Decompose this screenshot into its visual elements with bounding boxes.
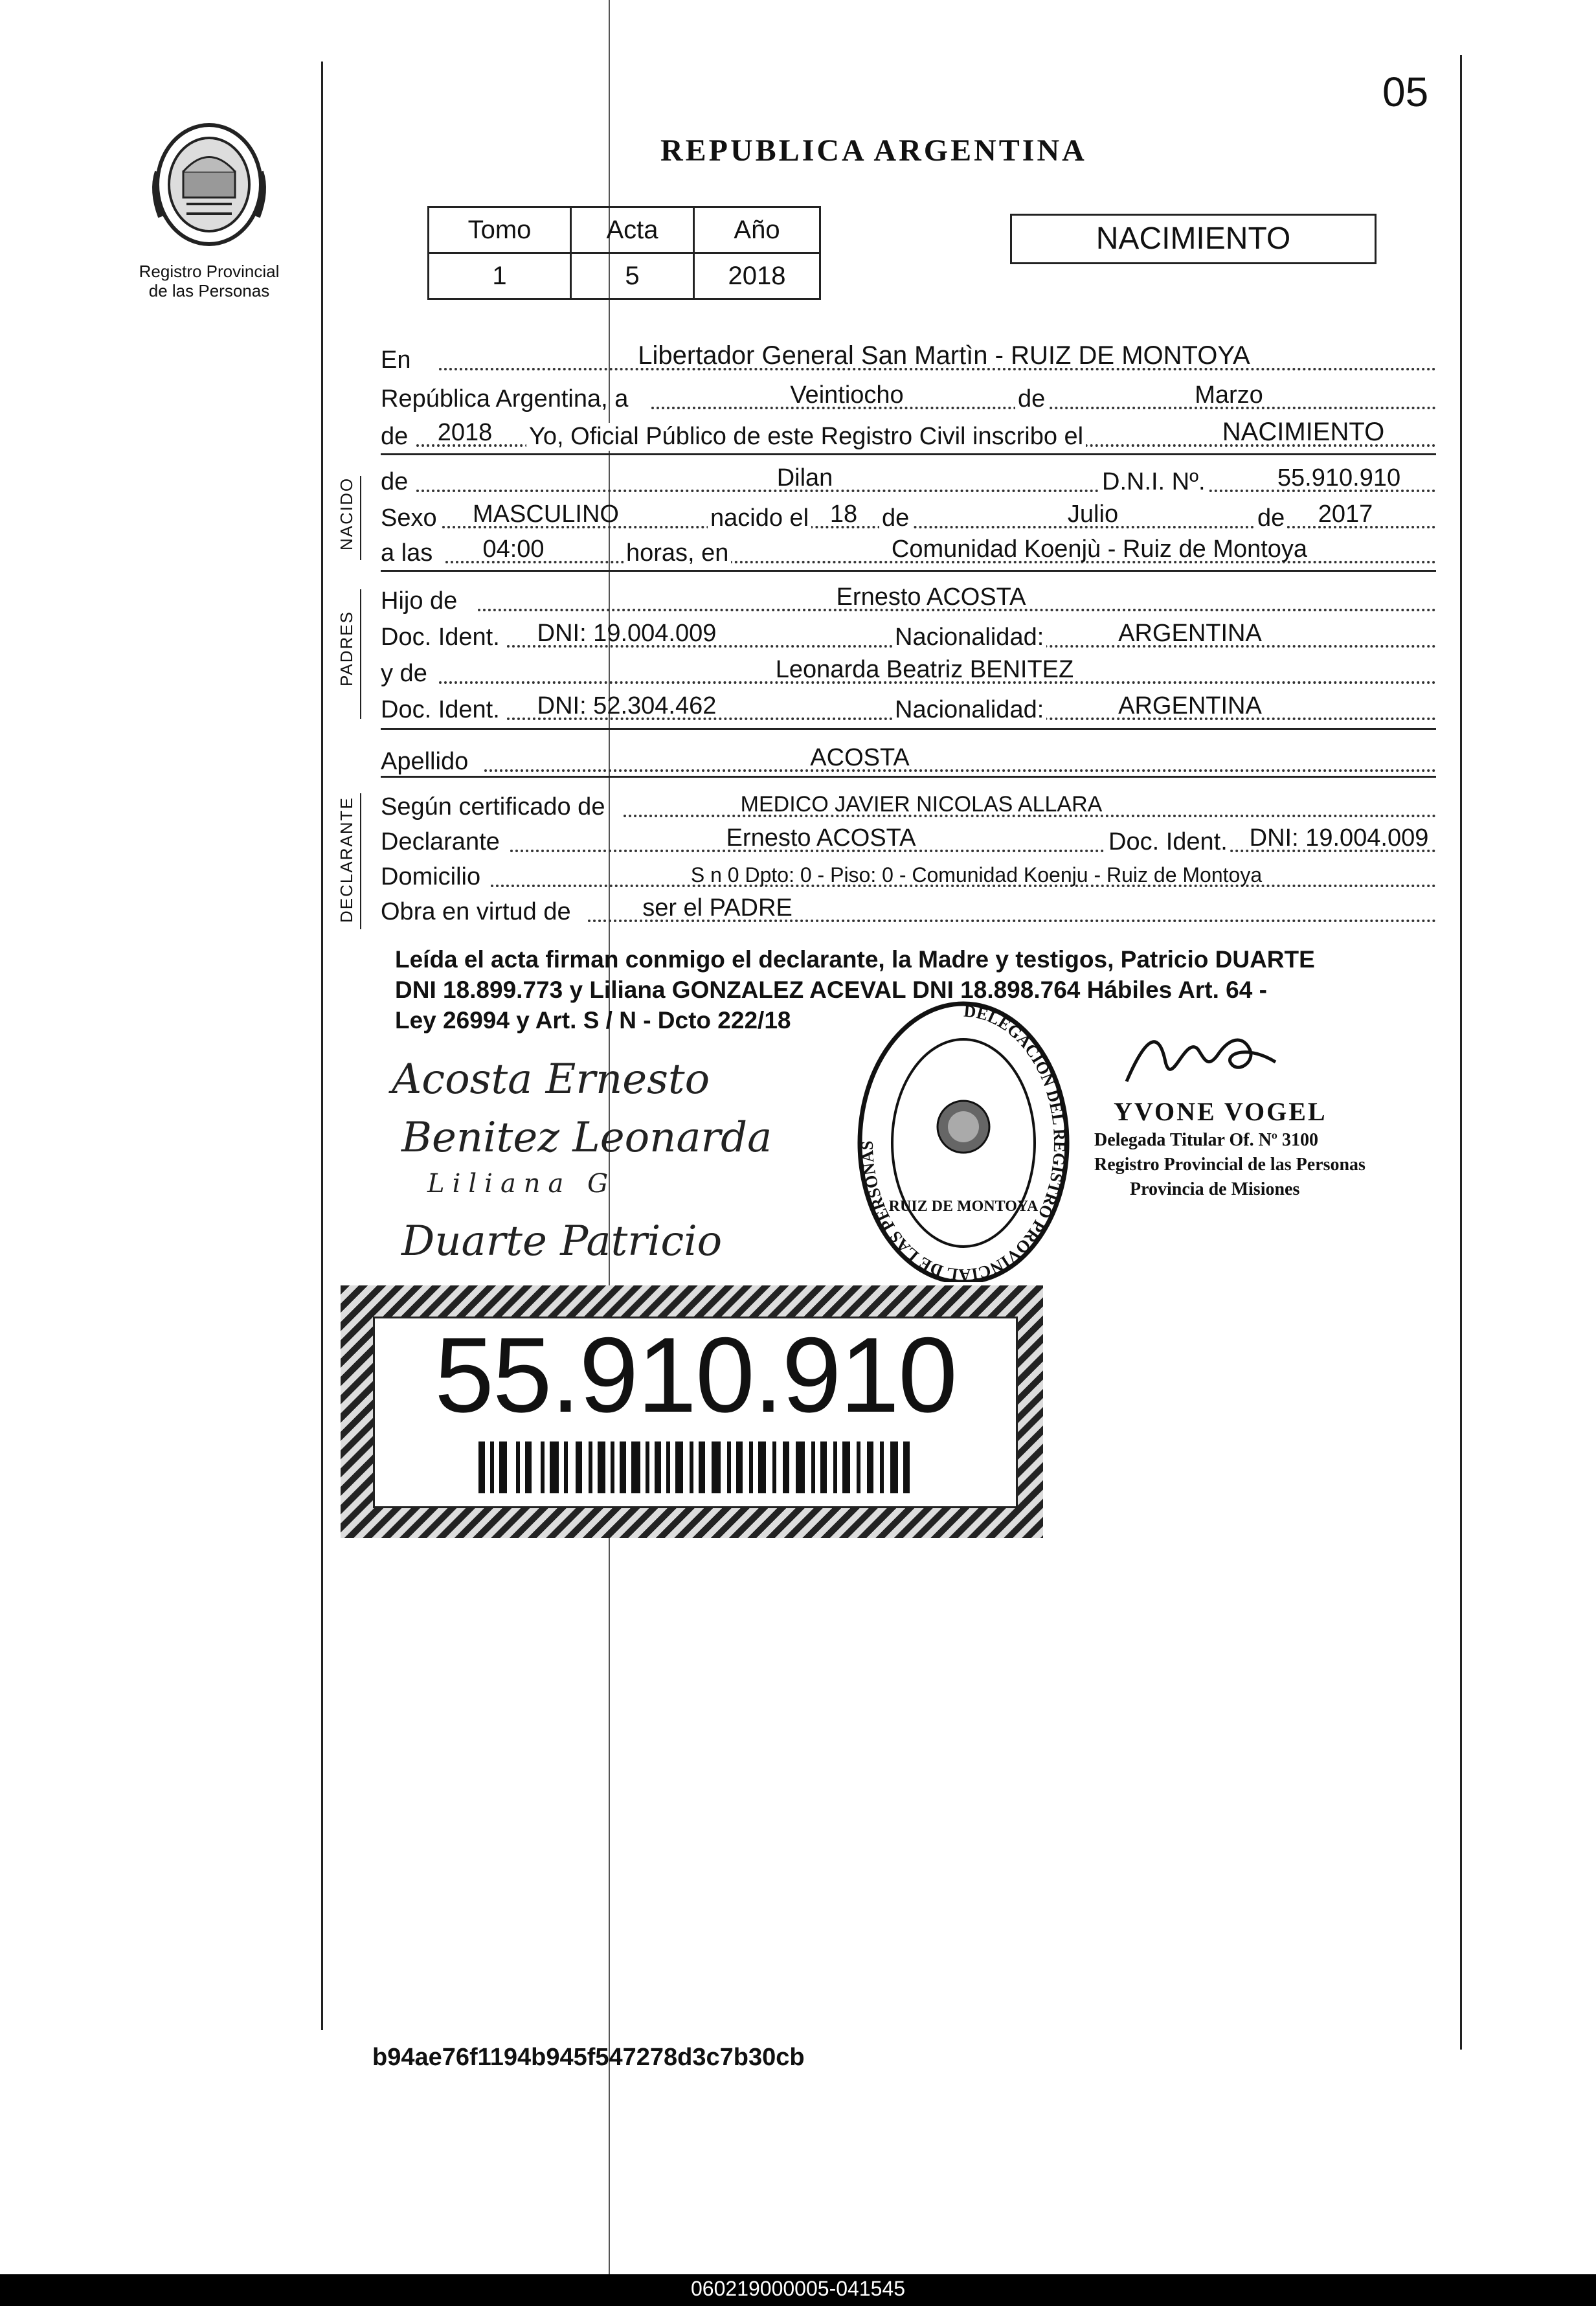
acta-header: Acta: [571, 207, 694, 253]
stamp-outer-text: DELEGACION DEL REGISTRO PROVINCIAL DE LAS PERSONAS: [857, 1001, 1070, 1282]
row-nombre: [381, 464, 1436, 499]
value-padre-doc: DNI: 19.004.009: [537, 620, 717, 647]
row-domicilio: [381, 859, 1436, 894]
document-hash: b94ae76f1194b945f547278d3c7b30cb: [372, 2044, 805, 2071]
tomo-value: 1: [429, 253, 571, 299]
row-sexo: [381, 500, 1436, 535]
label-obra: Obra en virtud de: [381, 898, 571, 925]
official-registry: Registro Provincial de las Personas: [1094, 1155, 1366, 1175]
footer-code: 060219000005-041545: [691, 2277, 905, 2300]
registry-label: [131, 262, 287, 300]
dots: [484, 769, 1436, 772]
label-republica: República Argentina, a: [381, 385, 629, 413]
label-nombre: de: [381, 468, 409, 495]
label-declarante: Declarante: [381, 828, 500, 855]
row-fecha: [381, 381, 1436, 416]
value-dia: Veintiocho: [790, 381, 904, 409]
page-number: 05: [1382, 69, 1429, 115]
acta-table: [427, 206, 821, 300]
document-title: REPUBLICA ARGENTINA: [660, 133, 1087, 168]
label-nacido-de2: de: [1255, 504, 1287, 532]
value-obra: ser el PADRE: [642, 894, 792, 921]
row-certificado: [381, 789, 1436, 824]
label-de-anio: de: [381, 423, 409, 450]
record-type-box: NACIMIENTO: [1010, 214, 1377, 264]
official-province: Provincia de Misiones: [1130, 1179, 1300, 1199]
security-label: [341, 1285, 1043, 1538]
anio-header: Año: [694, 207, 820, 253]
side-label-declarante: DECLARANTE: [337, 797, 356, 923]
row-obra: [381, 894, 1436, 929]
side-label-padres: PADRES: [337, 611, 356, 686]
value-lugar: Comunidad Koenjù - Ruiz de Montoya: [891, 536, 1308, 563]
label-official: Yo, Oficial Público de este Registro Civil inscribo el: [526, 423, 1086, 451]
value-nacido-anio: 2017: [1318, 501, 1373, 528]
row-apellido: [381, 743, 1436, 778]
label-domicilio: Domicilio: [381, 863, 481, 890]
row-padre-doc: [381, 619, 1436, 654]
closing-line-1: Leída el acta firman conmigo el declarante, la Madre y testigos, Patricio DUARTE: [395, 946, 1315, 973]
label-de-mes: de: [1015, 385, 1048, 413]
section-divider: [381, 570, 1436, 572]
left-margin-line: [321, 62, 323, 2030]
label-nacido-de: de: [879, 504, 912, 532]
row-declarante: [381, 824, 1436, 859]
label-dni: D.N.I. Nº.: [1099, 468, 1208, 496]
label-sexo: Sexo: [381, 504, 437, 532]
acta-value: 5: [571, 253, 694, 299]
signature-acosta: Acosta Ernesto: [392, 1056, 710, 1103]
label-nacido: nacido el: [708, 504, 811, 532]
signature-benitez: Benitez Leonarda: [401, 1114, 772, 1162]
label-horas: horas, en: [624, 539, 731, 567]
label-apellido: Apellido: [381, 748, 469, 775]
label-padre-nac: Nacionalidad:: [892, 624, 1046, 651]
side-label-nacido: NACIDO: [337, 477, 356, 550]
value-dni: 55.910.910: [1277, 464, 1401, 492]
value-madre: Leonarda Beatriz BENITEZ: [775, 656, 1074, 683]
label-en: En: [381, 346, 411, 374]
value-domicilio: S n 0 Dpto: 0 - Piso: 0 - Comunidad Koenju - Ruiz de Montoya: [690, 863, 1263, 887]
value-madre-doc: DNI: 52.304.462: [537, 692, 717, 719]
declarante-bracket: [360, 793, 361, 929]
official-title: [1094, 1128, 1366, 1202]
value-declarante-doc: DNI: 19.004.009: [1249, 824, 1429, 852]
value-hora: 04:00: [482, 536, 545, 563]
section-divider: [381, 453, 1436, 455]
barcode-number: 55.910.910: [434, 1315, 956, 1434]
value-certificado: MEDICO JAVIER NICOLAS ALLARA: [740, 792, 1103, 817]
value-madre-nac: ARGENTINA: [1118, 692, 1262, 719]
value-nacido-dia: 18: [829, 501, 858, 528]
row-madre-doc: [381, 692, 1436, 727]
label-padre-doc: Doc. Ident.: [381, 624, 500, 651]
label-certificado: Según certificado de: [381, 793, 605, 820]
value-sexo: MASCULINO: [473, 501, 619, 528]
closing-line-2: DNI 18.899.773 y Liliana GONZALEZ ACEVAL DNI 18.898.764 Hábiles Art. 64 -: [395, 977, 1267, 1003]
registry-label-line1: Registro Provincial: [139, 262, 280, 281]
official-role: Delegada Titular Of. Nº 3100: [1094, 1130, 1319, 1150]
row-padre: [381, 583, 1436, 618]
label-madre-nac: Nacionalidad:: [892, 696, 1046, 724]
registry-label-line2: de las Personas: [148, 281, 270, 300]
label-hora: a las: [381, 539, 433, 567]
value-padre: Ernesto ACOSTA: [836, 583, 1026, 611]
delegation-stamp: [853, 997, 1073, 1282]
value-inscribo: NACIMIENTO: [1222, 418, 1385, 446]
label-declarante-doc: Doc. Ident.: [1106, 828, 1230, 856]
value-apellido: ACOSTA: [810, 744, 910, 771]
label-yde: y de: [381, 660, 427, 687]
row-madre: [381, 655, 1436, 690]
closing-line-3: Ley 26994 y Art. S / N - Dcto 222/18: [395, 1007, 791, 1034]
province-seal: [148, 120, 271, 256]
right-margin-line: [1460, 55, 1462, 2050]
value-mes: Marzo: [1195, 381, 1263, 409]
official-name: YVONE VOGEL: [1114, 1097, 1327, 1126]
stamp-inner-text: RUIZ DE MONTOYA: [888, 1198, 1039, 1215]
section-divider: [381, 776, 1436, 778]
value-nacido-mes: Julio: [1067, 501, 1119, 528]
value-en: Libertador General San Martìn - RUIZ DE MONTOYA: [638, 341, 1250, 370]
barcode-bars: [478, 1441, 912, 1493]
signature-liliana: Liliana G: [427, 1169, 616, 1199]
value-anio: 2018: [437, 419, 493, 446]
row-inscribo: [381, 418, 1436, 453]
footer-bar: [0, 2274, 1596, 2306]
signature-duarte: Duarte Patricio: [401, 1217, 723, 1265]
padres-bracket: [360, 589, 361, 719]
nacido-bracket: [360, 476, 361, 560]
value-nombre: Dilan: [776, 464, 833, 492]
row-en: [381, 342, 1436, 377]
row-hora: [381, 535, 1436, 570]
label-hijo: Hijo de: [381, 587, 458, 615]
value-padre-nac: ARGENTINA: [1118, 620, 1262, 647]
barcode-panel: [373, 1317, 1018, 1508]
tomo-header: Tomo: [429, 207, 571, 253]
anio-value: 2018: [694, 253, 820, 299]
value-declarante: Ernesto ACOSTA: [726, 824, 916, 852]
section-divider: [381, 728, 1436, 730]
label-madre-doc: Doc. Ident.: [381, 696, 500, 723]
official-signature: [1120, 1023, 1314, 1098]
